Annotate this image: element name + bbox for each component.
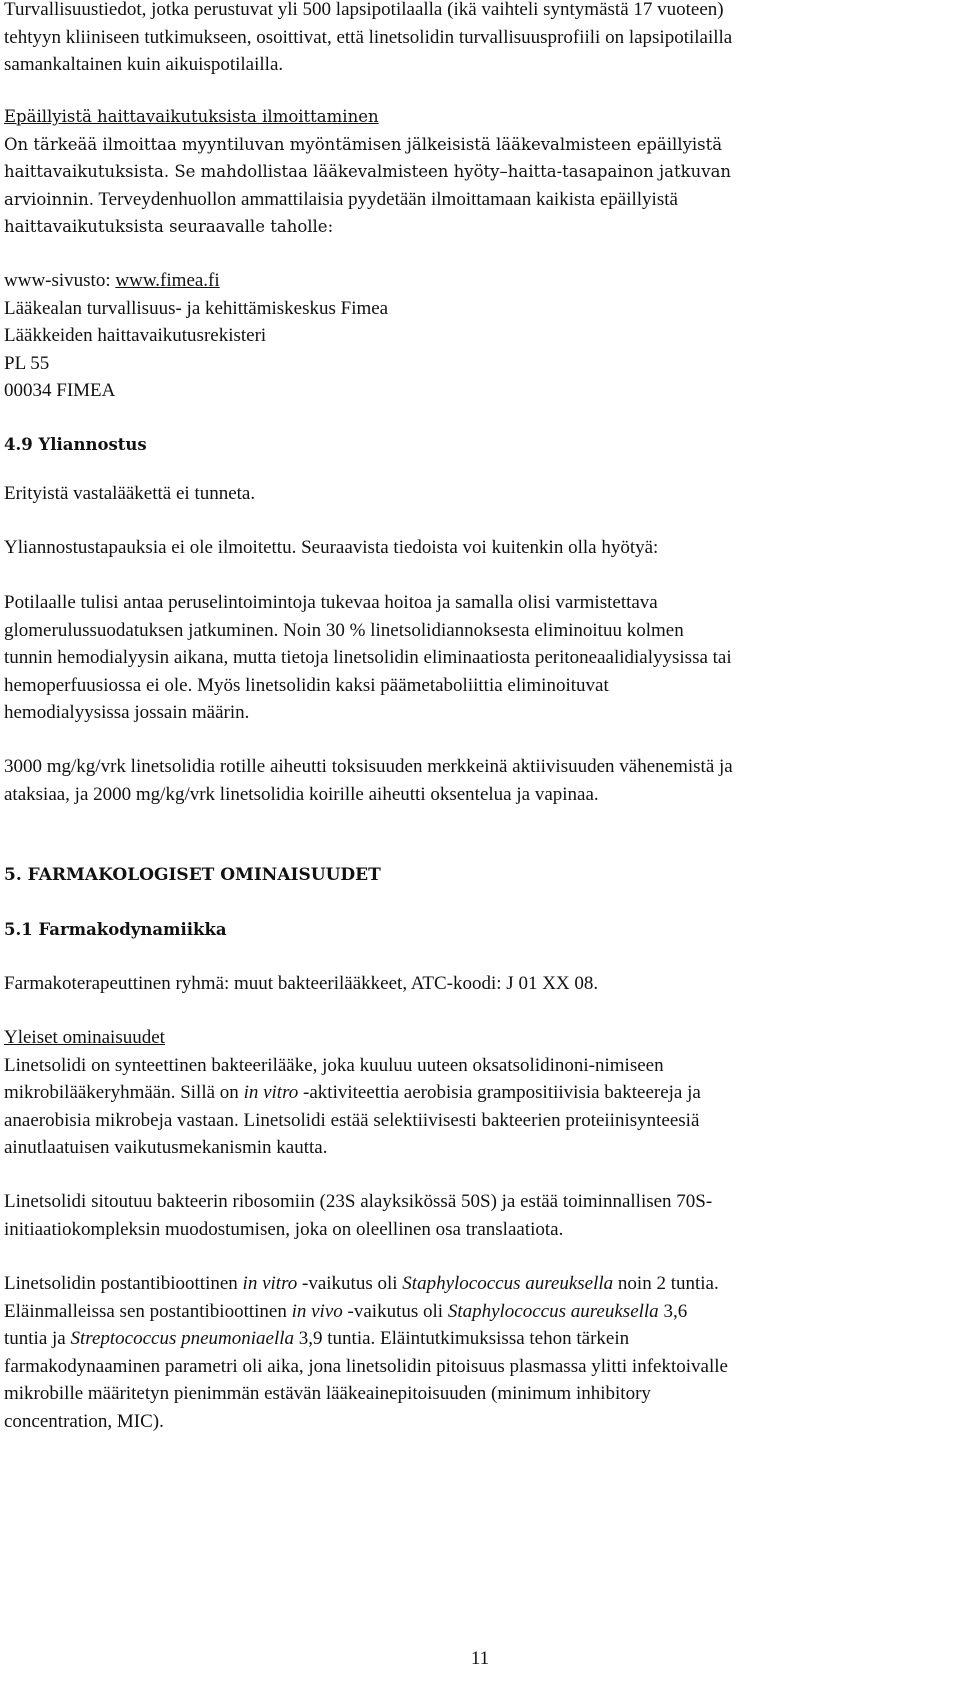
- text-line: On tärkeää ilmoittaa myyntiluvan myöntämisen jälkeisistä lääkevalmisteen epäillyistä: [4, 134, 723, 154]
- overdose-heading: [4, 431, 956, 459]
- text-fragment: Terveydenhuollon ammattilaisia pyydetään ilmoittamaan kaikista epäillyistä: [93, 188, 678, 210]
- italic-term: in vitro: [243, 1082, 299, 1103]
- text-fragment: mikrobilääkeryhmään. Sillä on: [4, 1082, 244, 1103]
- text-line: anaerobisia mikrobeja vastaan. Linetsolidi estää selektiivisesti bakteerien proteiinisynteesiä: [4, 1109, 700, 1131]
- page-number: 11: [470, 1648, 490, 1669]
- text-line: Potilaalle tulisi antaa peruselintoimintoja tukevaa hoitoa ja samalla olisi varmistettava: [4, 592, 658, 613]
- reporting-heading: Epäillyistä haittavaikutuksista ilmoittaminen: [4, 107, 379, 126]
- web-label: www-sivusto:: [4, 270, 116, 291]
- text-fragment: 3,6: [658, 1300, 688, 1322]
- text-line: haittavaikutuksista seuraavalle taholle:: [4, 217, 334, 236]
- text-line: 3000 mg/kg/vrk linetsolidia rotille aiheutti toksisuuden merkkeinä aktiivisuuden vähenemistä ja: [4, 756, 733, 777]
- text-line: farmakodynaaminen parametri oli aika, jona linetsolidin pitoisuus plasmassa ylitti infektoivalle: [4, 1355, 728, 1377]
- overdose-p3: [4, 589, 956, 727]
- pharmacology-heading: [4, 862, 956, 890]
- text-line: [4, 1325, 956, 1353]
- ribosome-paragraph: [4, 1188, 956, 1243]
- address-line: PL 55: [4, 352, 50, 374]
- text-fragment: -vaikutus oli: [297, 1273, 403, 1294]
- text-line: mikrobille määritetyn pienimmän estävän lääkeainepitoisuuden (minimum inhibitory: [4, 1383, 651, 1404]
- text-line: glomerulussuodatuksen jatkuminen. Noin 30 % linetsolidiannoksesta eliminoituu kolmen: [4, 619, 684, 641]
- italic-term: in vitro: [242, 1273, 298, 1294]
- text-line: Erityistä vastalääkettä ei tunneta.: [4, 483, 256, 504]
- text-line: Linetsolidi sitoutuu bakteerin ribosomiin (23S alayksikössä 50S) ja estää toiminnallisen 70S-: [4, 1191, 713, 1212]
- text-fragment: tuntia ja: [4, 1328, 71, 1349]
- atc-line: [4, 970, 956, 998]
- text-line: hemoperfuusiossa ei ole. Myös linetsolidin kaksi päämetaboliittia eliminoituvat: [4, 674, 609, 696]
- overdose-p4: [4, 753, 956, 808]
- text-line: Farmakoterapeuttinen ryhmä: muut bakteerilääkkeet, ATC-koodi: J 01 XX 08.: [4, 973, 599, 994]
- text-line: [4, 1298, 956, 1326]
- text-fragment: arvioinnin.: [4, 189, 94, 209]
- fimea-link[interactable]: www.fimea.fi: [115, 270, 220, 291]
- italic-term: Streptococcus pneumoniaella: [70, 1328, 295, 1349]
- address-line: Lääkealan turvallisuus- ja kehittämiskeskus Fimea: [4, 297, 389, 319]
- text-fragment: noin 2 tuntia.: [613, 1273, 719, 1294]
- section-heading: 5. FARMAKOLOGISET OMINAISUUDET: [4, 865, 381, 885]
- text-fragment: Eläinmalleissa sen postantibioottinen: [4, 1300, 292, 1322]
- postantibiotic-paragraph: [4, 1270, 956, 1435]
- text-line: tunnin hemodialyysin aikana, mutta tietoja linetsolidin eliminaatiosta peritoneaalidialyysissa tai: [4, 647, 732, 668]
- reporting-address: [4, 267, 956, 405]
- italic-term: Staphylococcus aureuksella: [402, 1273, 614, 1294]
- text-line: concentration, MIC).: [4, 1410, 164, 1432]
- text-line: samankaltainen kuin aikuispotilailla.: [4, 54, 284, 75]
- text-line: [4, 186, 956, 214]
- text-line: Turvallisuustiedot, jotka perustuvat yli 500 lapsipotilaalla (ikä vaihteli syntymästä 17 vuoteen): [4, 0, 724, 20]
- text-fragment: -aktiviteettia aerobisia grampositiivisia bakteereja ja: [298, 1082, 701, 1103]
- text-line: ataksiaa, ja 2000 mg/kg/vrk linetsolidia koirille aiheutti oksentelua ja vapinaa.: [4, 783, 599, 805]
- text-fragment: Linetsolidin postantibioottinen: [4, 1273, 243, 1294]
- general-properties: [4, 1024, 956, 1162]
- text-line: haittavaikutuksista. Se mahdollistaa lääkevalmisteen hyöty–haitta-tasapainon jatkuvan: [4, 162, 732, 181]
- address-line: 00034 FIMEA: [4, 380, 116, 401]
- address-line: Lääkkeiden haittavaikutusrekisteri: [4, 325, 267, 346]
- text-line: [4, 1079, 956, 1107]
- safety-paragraph: [4, 0, 956, 79]
- text-line: Linetsolidi on synteettinen bakteerilääke, joka kuuluu uuteen oksatsolidinoni-nimiseen: [4, 1054, 664, 1076]
- text-line: initiaatiokompleksin muodostumisen, joka on oleellinen osa translaatiota.: [4, 1218, 564, 1240]
- pharmacodynamics-heading: [4, 916, 956, 944]
- section-heading: 4.9 Yliannostus: [4, 435, 147, 454]
- text-fragment: -vaikutus oli: [342, 1300, 448, 1322]
- text-line: Yliannostustapauksia ei ole ilmoitettu. Seuraavista tiedoista voi kuitenkin olla hyötyä:: [4, 537, 659, 558]
- overdose-p2: [4, 534, 956, 562]
- web-line: [4, 267, 956, 295]
- text-line: tehtyyn kliiniseen tutkimukseen, osoittivat, että linetsolidin turvallisuusprofiili on lapsipotilailla: [4, 26, 733, 48]
- subsection-heading: 5.1 Farmakodynamiikka: [4, 920, 227, 939]
- overdose-p1: [4, 480, 956, 508]
- general-heading: Yleiset ominaisuudet: [4, 1027, 165, 1048]
- reporting-section: [4, 103, 956, 241]
- italic-term: in vivo: [291, 1300, 343, 1322]
- text-fragment: 3,9 tuntia. Eläintutkimuksissa tehon tärkein: [294, 1328, 630, 1349]
- italic-term: Staphylococcus aureuksella: [447, 1300, 659, 1322]
- text-line: [4, 1270, 956, 1298]
- text-line: hemodialyysissa jossain määrin.: [4, 702, 250, 723]
- text-line: ainutlaatuisen vaikutusmekanismin kautta.: [4, 1137, 328, 1158]
